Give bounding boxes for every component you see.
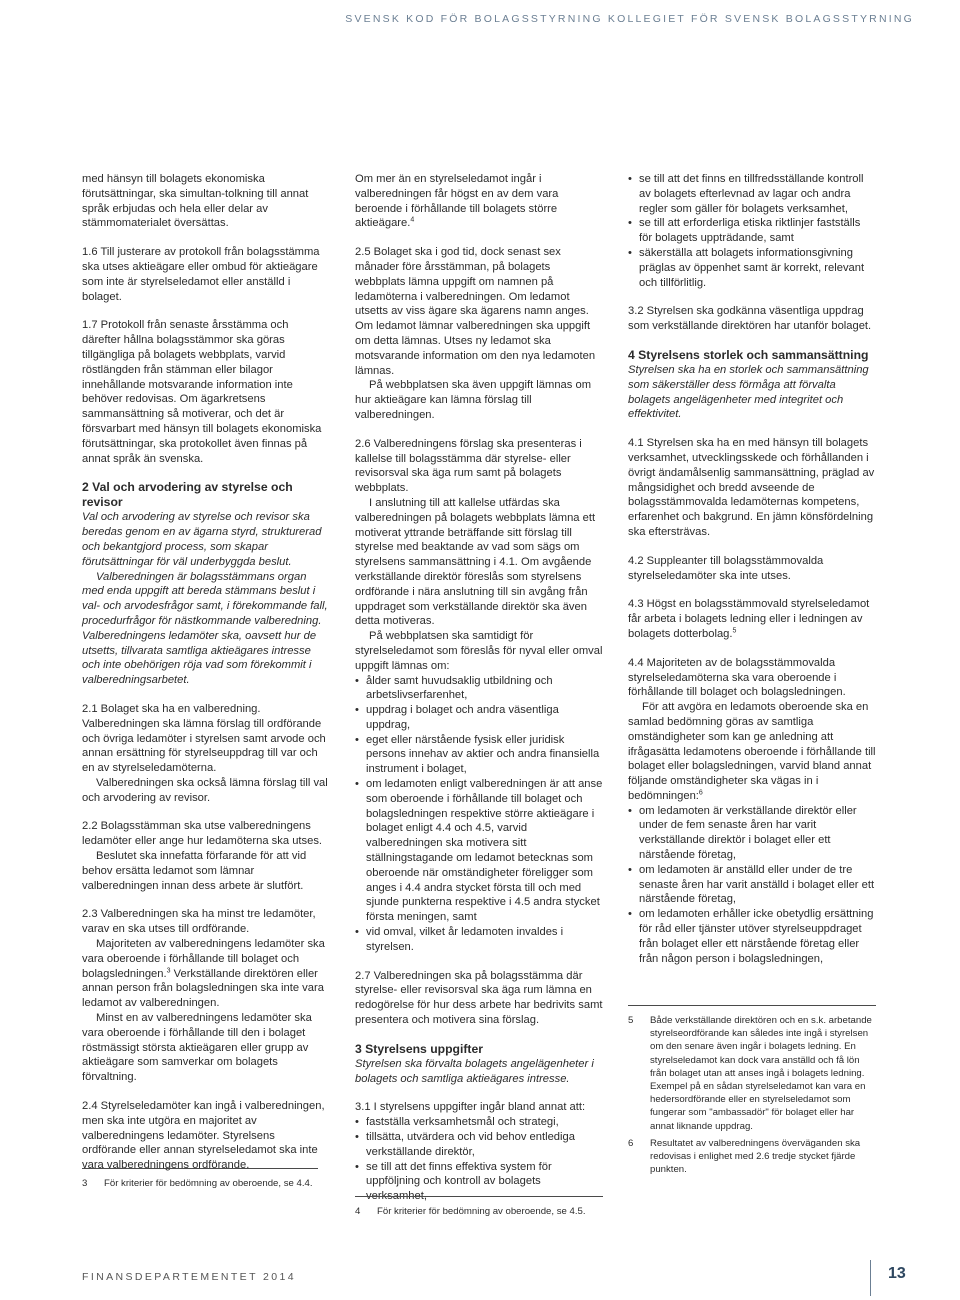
footnotes-middle: [355, 1196, 603, 1218]
list-item: • om ledamoten är anställd eller under de tre senaste åren har varit anställd i bolaget eller ett närstående företag,: [628, 863, 876, 907]
paragraph-2-2: 2.2 Bolagsstämman ska utse valberedningens ledamöter eller ange hur ledamöterna ska utses.: [82, 820, 323, 848]
paragraph-2-6: 2.6 Valberedningens förslag ska presenteras i kallelse till bolagsstämma där styrelse- eller revisorsval ska äga rum samt på bolagets webbplats.: [355, 437, 582, 495]
list-item: • om ledamoten enligt valberedningen är att anse som oberoende i förhållande till bolaget och bolagsledningen respektive större aktieägare i bolaget enligt 4.4 och 4.5, varvid valberedningen ska motivera sitt ställningstagande om ledamot betecknas som oberoende när omständigheter föreligger som anges i 4.4 andra stycket första till och med sjunde punkterna respektive i 4.5 andra stycket första meningen, samt: [355, 777, 603, 925]
paragraph-2-3: 2.3 Valberedningen ska ha minst tre ledamöter, varav en ska utses till ordförande.: [82, 908, 316, 936]
text: Majoriteten av valberedningens ledamöter ska vara oberoende i förhållande till bolaget och bolagsledningen.: [82, 938, 325, 980]
list-item: • uppdrag i bolaget och andra väsentliga uppdrag,: [355, 703, 603, 733]
paragraph: På webbplatsen ska även uppgift lämnas om hur aktieägare kan lämna förslag till valberedningen.: [355, 379, 592, 421]
list-item: • tillsätta, utvärdera och vid behov entlediga verkställande direktör,: [355, 1130, 603, 1160]
footnote-text: Resultatet av valberedningens överväganden ska redovisas i enlighet med 2.6 tredje stycket fjärde punkten.: [650, 1137, 861, 1176]
list-item: • ålder samt huvudsaklig utbildning och arbetslivserfarenhet,: [355, 674, 603, 704]
footnote-ref: 6: [698, 789, 703, 797]
list-item: • vid omval, vilket år ledamoten invaldes i styrelsen.: [355, 925, 603, 955]
footnote-rule: [628, 1005, 876, 1006]
paragraph-3-1: 3.1 I styrelsens uppgifter ingår bland annat att:: [355, 1101, 586, 1114]
text: För att avgöra en ledamots oberoende ska en samlad bedömning göras av samtliga omständigheter som kan ge anledning att ifrågasätta ledamotens oberoende i förhållande till bolaget eller bolagsledningen, varvid bland annat följande omständigheter ska vägas in i bedömningen:: [628, 701, 876, 802]
paragraph: med hänsyn till bolagets ekonomiska förutsättningar, ska simultan-tolkning till annat språk erbjudas och hela eller delar av stämmomaterialet översättas.: [82, 173, 309, 230]
paragraph-3-2: 3.2 Styrelsen ska godkänna väsentliga uppdrag som verkställande direktören har utanför bolaget.: [628, 305, 872, 333]
paragraph-4-1: 4.1 Styrelsen ska ha en med hänsyn till bolagets verksamhet, utvecklingsskede och förhållanden i övrigt ändamålsenlig sammansättning, präglad av mångsidighet och bredd avseende de bolagsstämmovalda ledamöternas kompetens, erfarenhet och bakgrund. En jämn könsfördelning ska eftersträvas.: [628, 437, 875, 538]
section-intro: Styrelsen ska förvalta bolagets angelägenheter i bolagets och samtliga aktieägares intresse.: [355, 1057, 594, 1085]
list-item: • se till att erforderliga etiska riktlinjer fastställs för bolagets uppträdande, samt: [628, 216, 876, 246]
section-intro: Styrelsen ska ha en storlek och sammansättning som säkerställer dess förmåga att förvalta bolagets angelägenheter med integritet och effektivitet.: [628, 363, 869, 421]
bullet-list: [628, 172, 876, 290]
footnote-number: 4: [355, 1206, 361, 1217]
paragraph: [628, 700, 876, 804]
footnotes-left: [82, 1168, 330, 1190]
footnote: [355, 1205, 603, 1218]
footnote-ref: 3: [166, 966, 171, 974]
footnote-number: 3: [82, 1178, 88, 1189]
footnote: [82, 1177, 330, 1190]
column-left: [82, 172, 330, 1187]
list-item: • om ledamoten erhåller icke obetydlig ersättning för råd eller tjänster utöver styrelseuppdraget från bolaget eller ett närstående företag eller från någon person i bolagsledningen,: [628, 907, 876, 966]
section-heading-2: 2 Val och arvodering av styrelse och revisor: [82, 480, 293, 510]
bullet-list: [355, 674, 603, 955]
paragraph-1-6: 1.6 Till justerare av protokoll från bolagsstämma ska utses aktieägare eller ombud för aktieägare som inte är styrelseledamot eller anställd i bolaget.: [82, 246, 320, 303]
text: Verkställande direktören eller annan person från bolagsledningen ska inte vara ledamot av valberedningen.: [82, 967, 324, 1010]
footnote-ref: 5: [732, 627, 737, 635]
footnote-ref: 4: [410, 216, 415, 224]
footnote-rule: [355, 1196, 603, 1197]
column-middle: [355, 172, 603, 1218]
list-item: • fastställa verksamhetsmål och strategi,: [355, 1115, 603, 1130]
section-intro: Valberedningen är bolagsstämmans organ med enda uppgift att bereda stämmans beslut i val- och arvodesfrågor samt, i förekommande fall, procedurfrågor för nästkommande valberedning. Valberedningens ledamöter ska, oavsett hur de utsetts, tillvarata samtliga aktieägares intresse och inte obehörigen röja vad som förekommit i valberedningsarbetet.: [82, 570, 328, 687]
paragraph-2-7: 2.7 Valberedningen ska på bolagsstämma där styrelse- eller revisorsval ska äga rum lämna en redogörelse för hur dess arbete har bedrivits samt presentera och motivera sina förslag.: [355, 969, 603, 1027]
text: Om mer än en styrelseledamot ingår i valberedningen får högst en av dem vara beroende i förhållande till bolagets större aktieägare.: [355, 173, 559, 230]
running-header: SVENSK KOD FÖR BOLAGSSTYRNING KOLLEGIET FÖR SVENSK BOLAGSSTYRNING: [345, 13, 914, 25]
paragraph: [82, 937, 330, 1011]
list-item: • säkerställa att bolagets informationsgivning präglas av öppenhet samt är korrekt, relevant och tillförlitlig.: [628, 246, 876, 290]
footnote-text: För kriterier för bedömning av oberoende, se 4.4.: [104, 1178, 313, 1189]
paragraph-2-5: 2.5 Bolaget ska i god tid, dock senast sex månader före årsstämman, på bolagets webbplats lämna uppgift om namnen på ledamöterna i valberedningen. Om ledamot utsetts av viss ägare ska ägarens namn anges. Om ledamot lämnar valberedningen ska uppgift om detta lämnas. Utses ny ledamot ska motsvarande information om den nya ledamoten lämnas.: [355, 246, 596, 377]
section-heading-3: 3 Styrelsens uppgifter: [355, 1041, 484, 1056]
column-right: [628, 172, 876, 980]
paragraph-2-4: 2.4 Styrelseledamöter kan ingå i valberedningen, men ska inte utgöra en majoritet av valberedningens ledamöter. Styrelsens ordförande eller annan styrelseledamot ska inte vara valberedningens ordförande.: [82, 1100, 325, 1172]
paragraph: Valberedningen ska lämna förslag till ordförande och övriga ledamöter i styrelsen samt arvode och annan ersättning för styrelseuppdrag till var och en av styrelseledamöterna.: [82, 717, 326, 775]
footer-divider: [870, 1260, 871, 1296]
list-item: • se till att det finns en tillfredsställande kontroll av bolagets efterlevnad av lagar och andra regler som gäller för bolagets verksamhet,: [628, 172, 876, 216]
footnote-rule: [82, 1168, 318, 1169]
bullet-list: [628, 804, 876, 967]
page-number: 13: [888, 1265, 906, 1282]
paragraph-4-3: [628, 597, 876, 641]
paragraph: Valberedningen ska också lämna förslag till val och arvodering av revisor.: [82, 776, 328, 804]
paragraph-4-2: 4.2 Suppleanter till bolagsstämmovalda styrelseledamöter ska inte utses.: [628, 554, 824, 582]
footnote: [628, 1137, 876, 1177]
paragraph: I anslutning till att kallelse utfärdas ska valberedningen på bolagets webbplats lämna ett motiverat yttrande beträffande sitt förslag till styrelse med beaktande av vad som sägs om styrelsens sammansättning i 4.1. Om avgående verkställande direktör föreslås som styrelsens ordförande i nära anslutning till sin avgång från uppdraget som verkställande direktör ska även detta motiveras.: [355, 496, 596, 628]
footnote-number: 6: [628, 1137, 634, 1149]
footnote-text: Både verkställande direktören och en s.k. arbetande styrelseordförande kan således inte ingå i styrelsen om den senare även ingår i bolagets ledning. En styrelseledamot kan dock vara anställd och få lön från bolaget utan att anses ingå i bolagets ledning. Exempel på en sådan styrelseledamot kan vara en hedersordförande eller en styrelseledamot som fungerar som "ambassadör" för bolaget eller har annat liknande uppdrag.: [650, 1015, 872, 1132]
paragraph: [355, 172, 603, 231]
paragraph-1-7: 1.7 Protokoll från senaste årsstämma och därefter hållna bolagsstämmor ska göras tillgängliga på bolagets webbplats, varvid röstlängden från stämman eller bilagor innehållande motsvarande information inte behöver redovisas. Om ägarkretsens sammansättning så motiverar, och det är försvarbart med hänsyn till bolagets ekonomiska förutsättningar, ska protokollet även finnas på annat språk än svenska.: [82, 319, 322, 465]
section-intro: Val och arvodering av styrelse och revisor ska beredas genom en av ägarna styrd, strukturerad och bekantgjord process, som skapar förutsättningar för väl underbyggda beslut.: [82, 511, 322, 568]
paragraph-2-1: 2.1 Bolaget ska ha en valberedning.: [82, 702, 261, 715]
paragraph: På webbplatsen ska samtidigt för styrelseledamot som föreslås för nyval eller omval uppgift lämnas om:: [355, 630, 603, 672]
footnote-text: För kriterier för bedömning av oberoende, se 4.5.: [377, 1206, 586, 1217]
list-item: • om ledamoten är verkställande direktör eller under de fem senaste åren har varit verkställande direktör i bolaget eller ett närstående företag,: [628, 804, 876, 863]
paragraph: Minst en av valberedningens ledamöter ska vara oberoende i förhållande till den i bolaget röstmässigt största aktieägaren eller grupp av aktieägare som samverkar om bolagets förvaltning.: [82, 1012, 312, 1084]
section-heading-4: 4 Styrelsens storlek och sammansättning: [628, 347, 869, 362]
footer-publisher: FINANSDEPARTEMENTET 2014: [82, 1271, 296, 1283]
footnote-number: 5: [628, 1015, 634, 1026]
footnote: [628, 1014, 876, 1133]
paragraph: Beslutet ska innefatta förfarande för att vid behov ersätta ledamot som lämnar valberedningen innan dess arbete är slutfört.: [82, 850, 307, 892]
list-item: • eget eller närstående fysisk eller juridisk persons innehav av aktier och andra finansiella instrument i bolaget,: [355, 733, 603, 777]
paragraph-4-4: 4.4 Majoriteten av de bolagsstämmovalda styrelseledamöterna ska vara oberoende i förhållande till bolaget och bolagsledningen.: [628, 656, 846, 699]
list-item: • se till att det finns effektiva system för uppföljning och kontroll av bolagets verksamhet,: [355, 1160, 603, 1204]
bullet-list: [355, 1115, 603, 1204]
text: 4.3 Högst en bolagsstämmovald styrelseledamot får arbeta i bolagets ledning eller i ledningen av bolagets dotterbolag.: [628, 598, 870, 640]
footnotes-right: [628, 1005, 876, 1176]
